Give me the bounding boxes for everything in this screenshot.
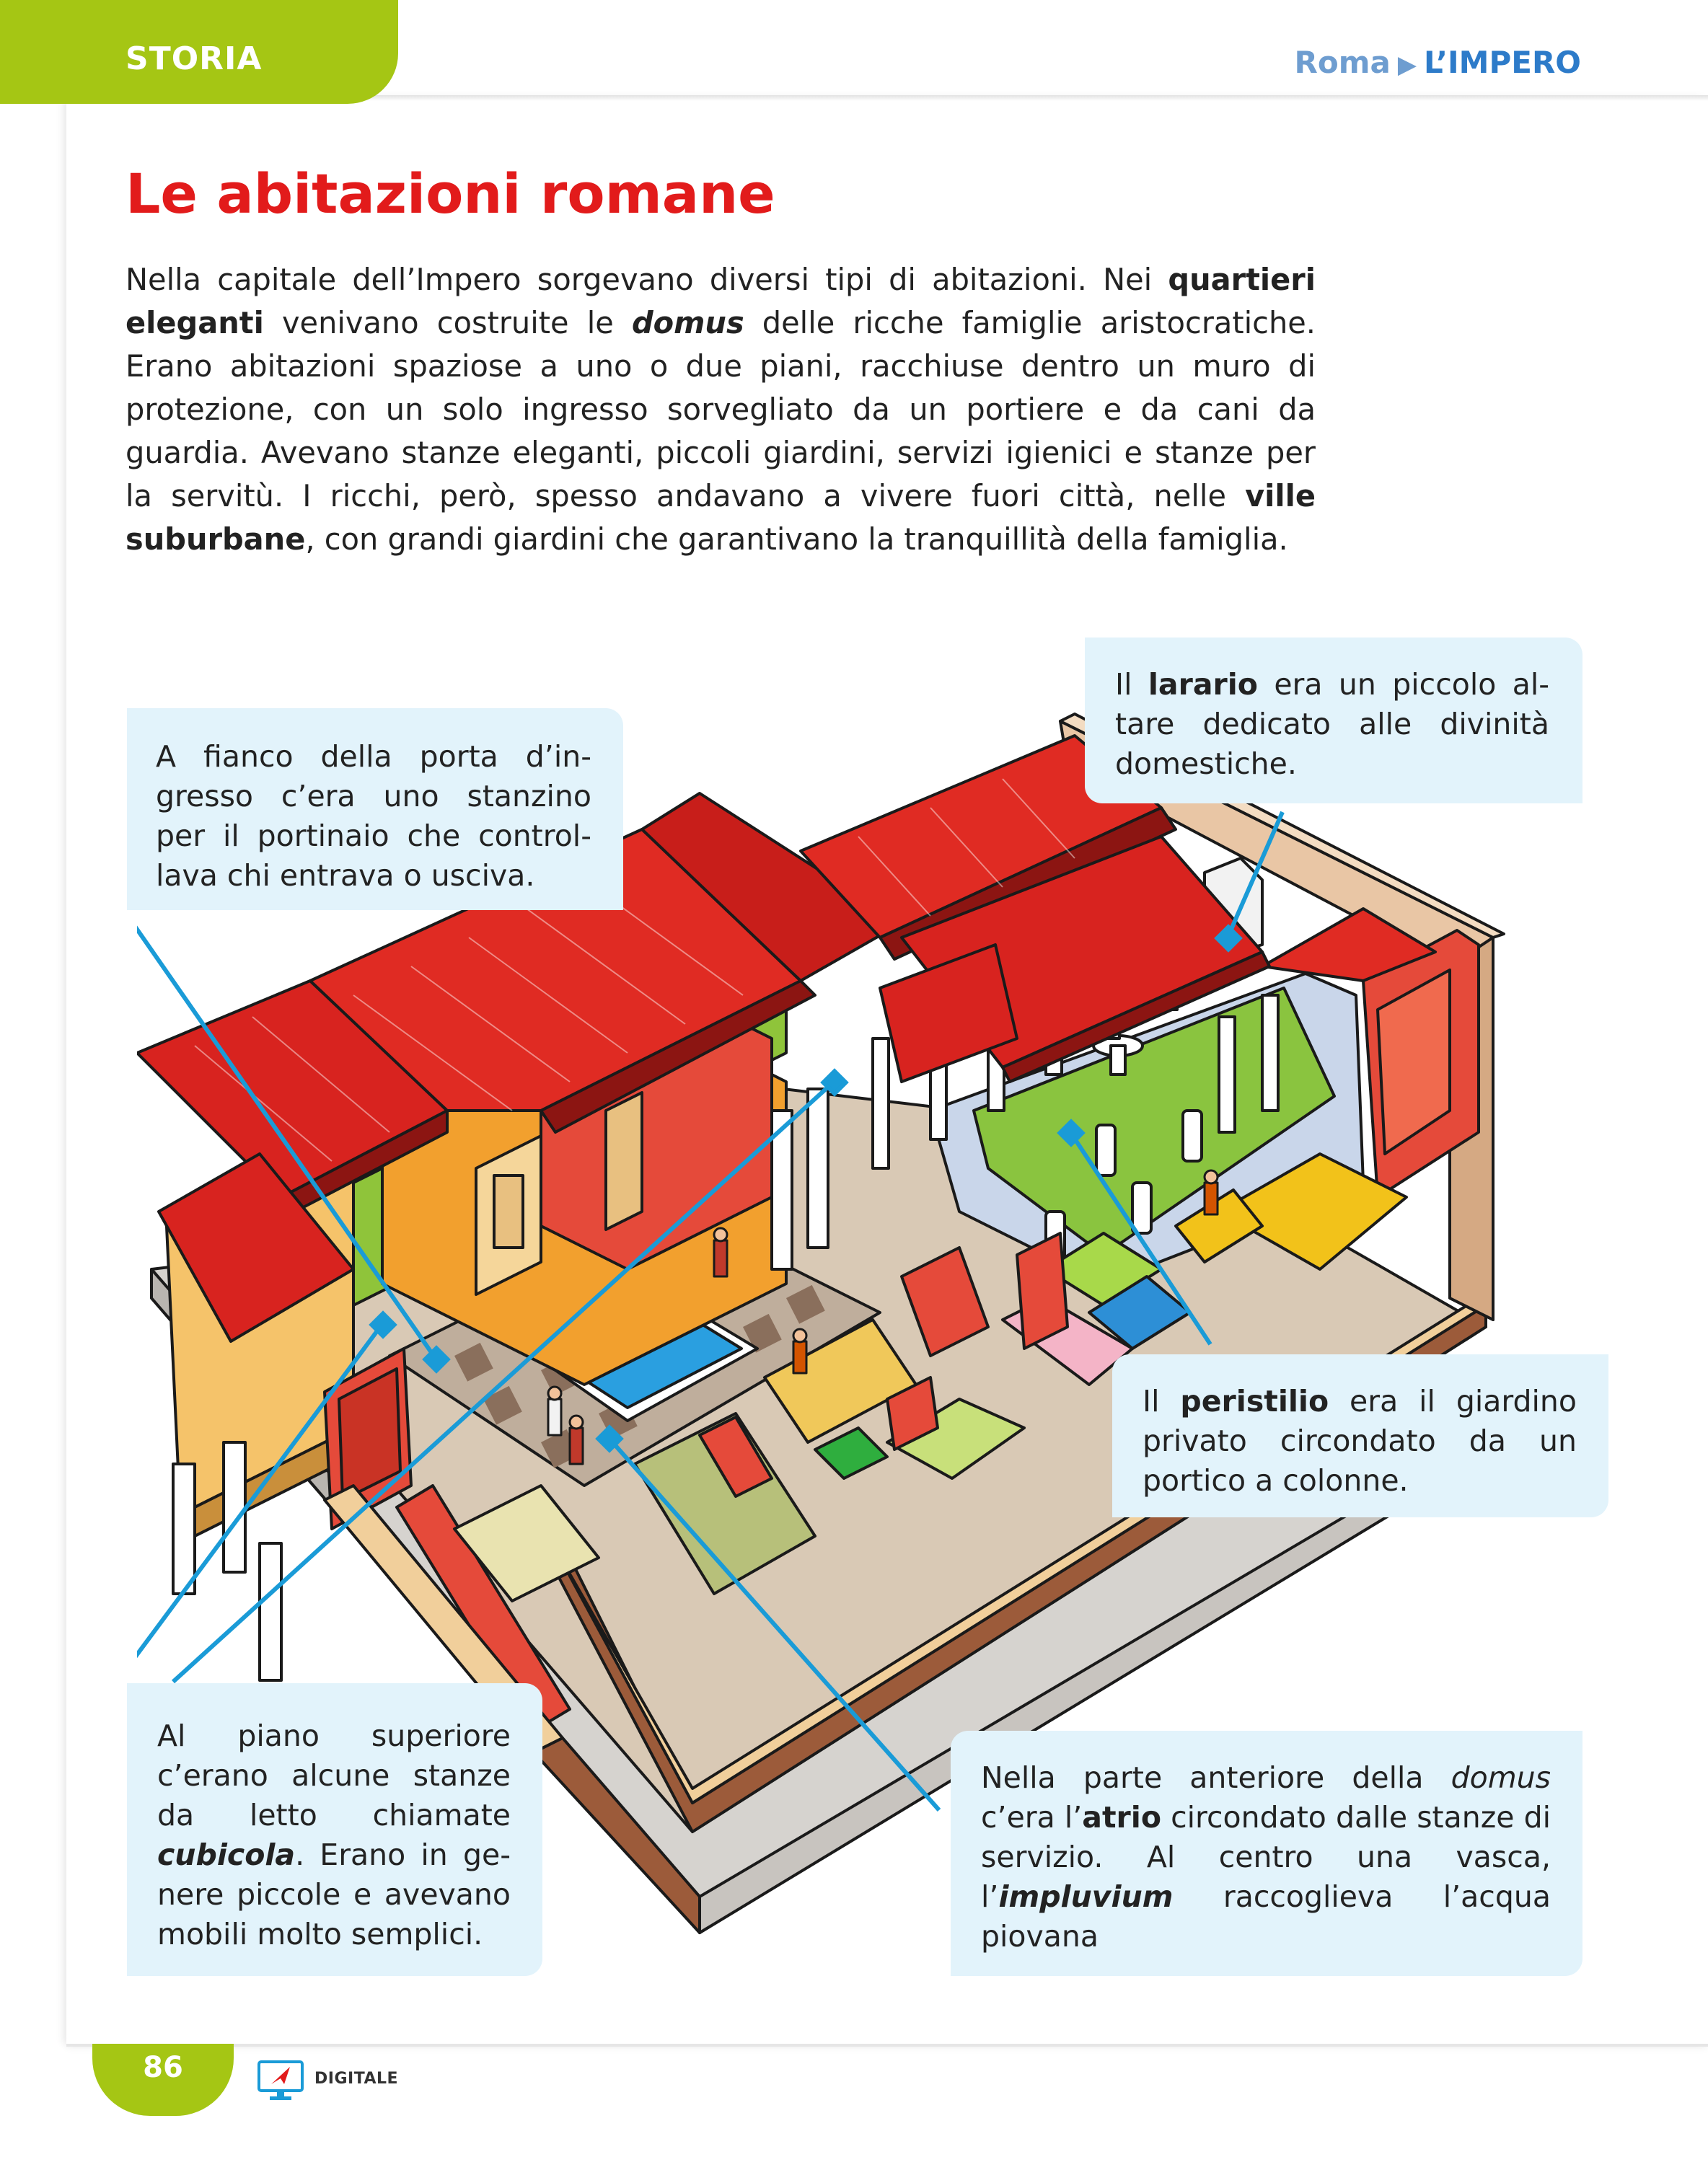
callout-text: Nella parte anteriore della [981,1760,1451,1795]
intro-bold-domus: domus [631,305,744,340]
intro-text: venivano costruite le [263,305,632,340]
callout-text: . Erano in genere piccole e avevano mobili molto semplici. [157,1838,511,1951]
callout-atrio-term: atrio [1082,1800,1161,1835]
breadcrumb-topic: L’IMPERO [1424,45,1581,80]
callout-impluvium-term: impluvium [998,1879,1174,1914]
digital-label[interactable]: DIGITALE [314,2070,399,2088]
footer-divider [66,2044,1708,2047]
callout-text: circondato dalle stanze di servizio. Al centro una vasca, l’ [981,1800,1551,1914]
callout-peristilio-term: peristilio [1180,1384,1329,1419]
intro-bold-quartieri: quartieri eleganti [126,262,1316,340]
page-number: 86 [143,2051,183,2084]
callout-portinaio [127,708,623,910]
callout-atrio [951,1731,1582,1976]
breadcrumb-section: Roma [1294,45,1391,80]
subject-label: STORIA [126,40,263,77]
intro-bold-ville: ville suburbane [126,478,1316,557]
callout-text: c’era l’ [981,1800,1083,1835]
callout-larario [1085,638,1582,803]
callout-cubicola-term: cubicola [157,1838,296,1872]
callout-lararium-term: larario [1148,667,1258,702]
callout-text: raccoglieva l’acqua piovana [981,1879,1551,1954]
digital-monitor-icon[interactable] [257,2060,304,2103]
callout-text: Al piano superiore c’erano alcune stanze da letto chiamate [157,1719,511,1832]
breadcrumb-arrow-icon: ▶ [1397,50,1417,79]
page-title: Le abitazioni romane [126,162,775,226]
callout-text: Il [1143,1384,1181,1419]
intro-paragraph [126,258,1316,561]
intro-text: delle ricche famiglie aristocratiche. Erano abitazioni spaziose a uno o due piani, racchiuse dentro un muro di protezione, con un solo ingresso sorvegliato da un portiere e da cani da guardia. Avevano stanze eleganti, piccoli giardini, servizi igienici e stanze per la servitù. I ricchi, però, spesso andavano a vivere fuori città, nelle [126,305,1316,513]
callout-text: era il giardino privato circondato da un portico a colonne. [1143,1384,1577,1498]
breadcrumb [1295,45,1581,80]
page-number-tab [92,2044,234,2116]
callout-peristilio [1112,1354,1608,1517]
intro-text: Nella capitale dell’Impero sorgevano diversi tipi di abitazioni. Nei [126,262,1168,297]
callout-domus-term: domus [1451,1760,1551,1795]
callout-portinaio-text: A fianco della porta d’ingresso c’era uno stanzino per il portinaio che controllava chi entrava o usciva. [156,739,591,893]
intro-text: , con grandi giardini che garantivano la tranquillità della famiglia. [305,521,1288,557]
callout-cubicola [127,1683,542,1976]
callout-text: era un piccolo altare dedicato alle divinità domestiche. [1115,667,1550,781]
callout-text: Il [1115,667,1148,702]
